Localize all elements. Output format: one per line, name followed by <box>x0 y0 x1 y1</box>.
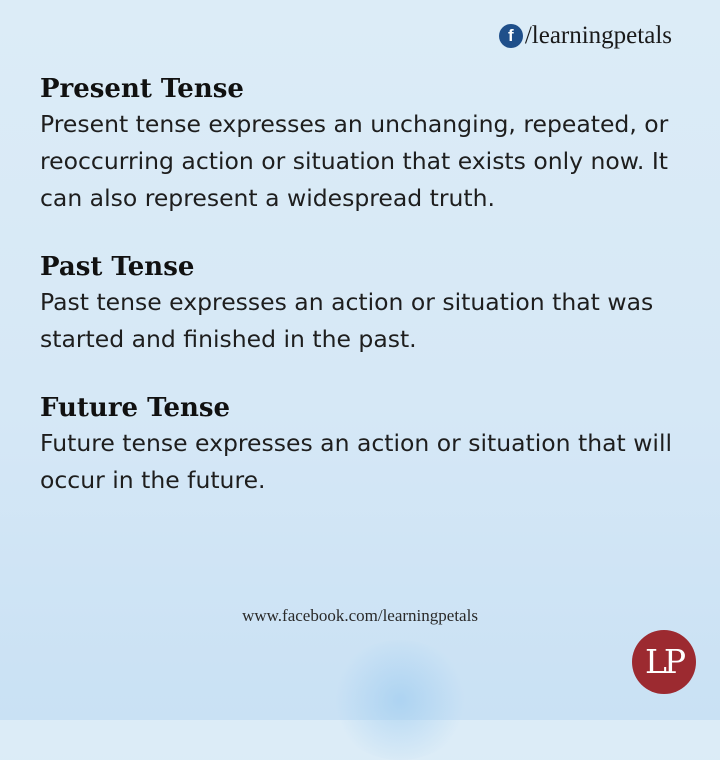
section-title: Past Tense <box>40 252 195 282</box>
section-past-tense <box>40 250 700 358</box>
section-future-tense <box>40 391 700 499</box>
learningpetals-logo: LP <box>632 630 696 694</box>
section-body: Past tense expresses an action or situation that was started and finished in the past. <box>40 288 654 353</box>
section-body: Future tense expresses an action or situation that will occur in the future. <box>40 429 673 494</box>
background-glow <box>330 640 470 760</box>
section-body: Present tense expresses an unchanging, repeated, or reoccurring action or situation that exists only now. It can also represent a widespread truth. <box>40 110 669 212</box>
handle-text: /learningpetals <box>524 22 672 49</box>
social-handle[interactable] <box>499 22 672 50</box>
footer-url[interactable]: www.facebook.com/learningpetals <box>242 606 478 625</box>
section-title: Present Tense <box>40 74 244 104</box>
section-title: Future Tense <box>40 393 231 423</box>
section-present-tense <box>40 72 700 217</box>
tense-sections <box>40 72 700 532</box>
facebook-icon: f <box>499 24 523 48</box>
